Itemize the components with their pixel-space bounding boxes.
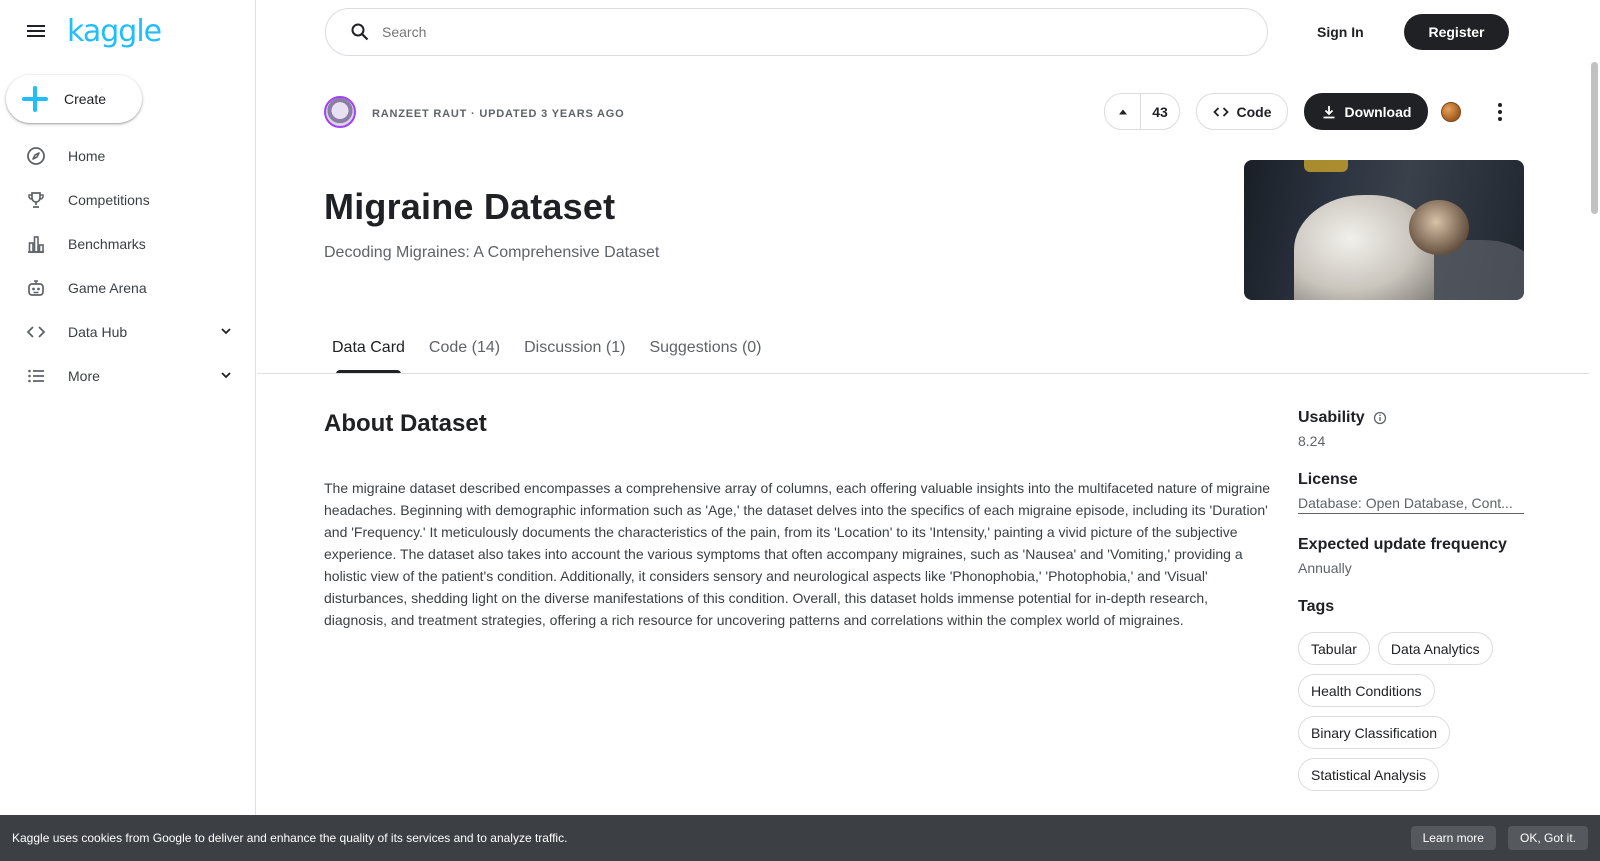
search-icon xyxy=(350,22,370,42)
robot-icon xyxy=(26,278,46,298)
sidebar-item-label: Benchmarks xyxy=(68,236,146,252)
sidebar-item-label: More xyxy=(68,368,100,384)
metadata-panel xyxy=(1298,409,1526,791)
tag-chip[interactable]: Statistical Analysis xyxy=(1298,758,1439,791)
sign-in-button[interactable]: Sign In xyxy=(1317,24,1364,40)
tab-suggestions[interactable]: Suggestions (0) xyxy=(649,339,762,356)
chevron-down-icon[interactable] xyxy=(219,324,233,338)
page-title: Migraine Dataset xyxy=(324,186,616,227)
license-link[interactable]: Database: Open Database, Cont... xyxy=(1298,495,1524,514)
vote-count[interactable]: 43 xyxy=(1152,103,1168,120)
tab-discussion[interactable]: Discussion (1) xyxy=(524,339,626,356)
sidebar-item-competitions[interactable] xyxy=(0,178,255,222)
bar-chart-icon xyxy=(26,234,46,254)
trophy-icon xyxy=(26,190,46,210)
list-icon xyxy=(26,366,46,386)
download-button-label: Download xyxy=(1344,103,1412,120)
bronze-medal-icon[interactable] xyxy=(1441,102,1461,122)
sidebar xyxy=(0,0,256,861)
sidebar-item-benchmarks[interactable] xyxy=(0,222,255,266)
sidebar-item-label: Home xyxy=(68,148,106,164)
usability-value: 8.24 xyxy=(1298,433,1326,449)
tab-data-card[interactable]: Data Card xyxy=(320,322,417,372)
avatar[interactable] xyxy=(324,96,356,128)
kaggle-logo[interactable]: kaggle xyxy=(67,14,162,49)
triangle-up-icon xyxy=(1117,106,1129,118)
sidebar-item-more[interactable] xyxy=(0,354,255,398)
download-button[interactable] xyxy=(1304,93,1428,130)
tag-chip[interactable]: Data Analytics xyxy=(1378,632,1493,665)
register-button[interactable]: Register xyxy=(1404,14,1509,50)
tab-code[interactable]: Code (14) xyxy=(428,339,501,356)
scrollbar-thumb[interactable] xyxy=(1591,62,1598,214)
code-button[interactable] xyxy=(1196,93,1288,130)
sidebar-item-label: Data Hub xyxy=(68,324,128,340)
frequency-value: Annually xyxy=(1298,560,1352,576)
info-icon[interactable] xyxy=(1373,411,1387,425)
sidebar-item-game-arena[interactable] xyxy=(0,266,255,310)
dataset-cover-image xyxy=(1244,160,1524,300)
chevron-down-icon[interactable] xyxy=(219,368,233,382)
dataset-description: The migraine dataset described encompasses a comprehensive array of columns, each offering valuable insights into the multifaceted nature of migraine headaches. Beginning with demographic information such as 'Age,' the dataset delves into the specifics of each migraine episode, including its 'Duration' and 'Frequency.' It meticulously documents the characteristics of the pain, from its 'Location' to its 'Intensity,' painting a vivid picture of the subjective experience. The dataset also takes into account the various symptoms that often accompany migraines, such as 'Nausea' and 'Vomiting,' providing a holistic view of the patient's condition. Additionally, it considers sensory and neurological aspects like 'Phonophobia,' 'Photophobia,' and 'Visual' disturbances, shedding light on the diverse manifestations of this condition. Overall, this dataset holds immense potential for in-depth research, diagnosis, and treatment strategies, offering a rich resource for uncovering patterns and correlations within the complex world of migraines. xyxy=(324,480,1271,628)
cookie-message: Kaggle uses cookies from Google to deliver and enhance the quality of its services and to analyze traffic. xyxy=(12,831,568,845)
upvote-button[interactable] xyxy=(1105,94,1141,129)
more-options-icon[interactable] xyxy=(1490,100,1510,124)
tags-label: Tags xyxy=(1298,598,1335,615)
menu-icon[interactable] xyxy=(24,22,48,42)
search-input[interactable] xyxy=(382,24,1182,40)
download-icon xyxy=(1321,104,1337,120)
sidebar-item-home[interactable] xyxy=(0,134,255,178)
vote-control xyxy=(1104,93,1180,130)
about-heading: About Dataset xyxy=(324,410,487,437)
cookie-banner xyxy=(0,815,1600,861)
scrollbar[interactable] xyxy=(1589,0,1600,861)
tag-chip[interactable]: Tabular xyxy=(1298,632,1370,665)
create-button[interactable] xyxy=(6,75,142,123)
sidebar-nav xyxy=(0,134,255,398)
plus-icon xyxy=(22,86,48,112)
sidebar-item-data-hub[interactable] xyxy=(0,310,255,354)
usability-label: Usability xyxy=(1298,409,1365,426)
sidebar-item-label: Game Arena xyxy=(68,280,147,296)
tag-chip[interactable]: Binary Classification xyxy=(1298,716,1450,749)
tag-chip[interactable]: Health Conditions xyxy=(1298,674,1435,707)
code-icon xyxy=(26,322,46,342)
learn-more-button[interactable]: Learn more xyxy=(1411,826,1496,850)
search-bar[interactable] xyxy=(325,8,1268,56)
page-subtitle: Decoding Migraines: A Comprehensive Dataset xyxy=(324,244,660,261)
create-label: Create xyxy=(64,91,107,107)
compass-icon xyxy=(26,146,46,166)
code-button-label: Code xyxy=(1236,103,1272,120)
tab-bar xyxy=(320,322,774,372)
tab-divider xyxy=(257,373,1589,374)
ok-got-it-button[interactable]: OK, Got it. xyxy=(1508,826,1588,850)
tag-list xyxy=(1298,632,1526,791)
license-label: License xyxy=(1298,471,1358,488)
code-icon xyxy=(1213,104,1229,120)
owner-line: RANZEET RAUT · UPDATED 3 YEARS AGO xyxy=(372,108,625,120)
sidebar-item-label: Competitions xyxy=(68,192,150,208)
frequency-label: Expected update frequency xyxy=(1298,536,1507,553)
usability-heading xyxy=(1298,409,1526,427)
